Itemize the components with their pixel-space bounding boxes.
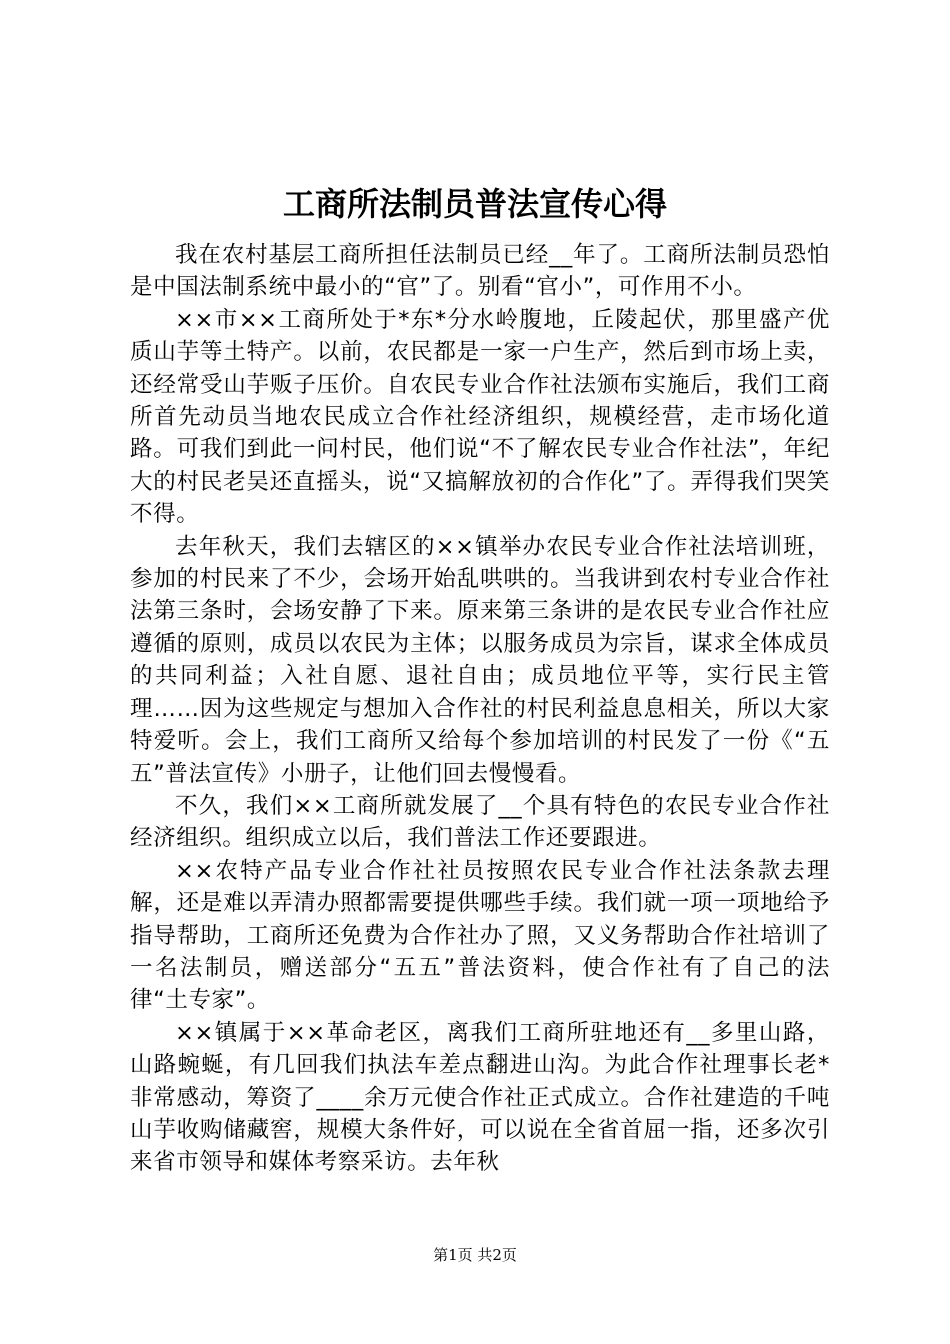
paragraph: 去年秋天，我们去辖区的××镇举办农民专业合作社法培训班，参加的村民来了不少，会场开始乱哄哄的。当我讲到农村专业合作社法第三条时，会场安静了下来。原来第三条讲的是农民专业合作社应遵循的原则，成员以农民为主体；以服务成员为宗旨，谋求全体成员的共同利益；入社自愿、退社自由；成员地位平等，实行民主管理……因为这些规定与想加入合作社的村民利益息息相关，所以大家特爱听。会上，我们工商所又给每个参加培训的村民发了一份《“五五”普法宣传》小册子，让他们回去慢慢看。 [130, 533, 830, 787]
document-title: 工商所法制员普法宣传心得 [282, 185, 667, 223]
paragraph: ××镇属于××革命老区，离我们工商所驻地还有__多里山路，山路蜿蜒，有几回我们执法车差点翻进山沟。为此合作社理事长老*非常感动，筹资了____余万元使合作社正式成立。合作社建造的千吨山芋收购储藏窖，规模大条件好，可以说在全省首屈一指，还多次引来省市领导和媒体考察采访。去年秋 [130, 1019, 830, 1176]
document-body [130, 239, 830, 1179]
paragraph: 我在农村基层工商所担任法制员已经__年了。工商所法制员恐怕是中国法制系统中最小的“官”了。别看“官小”，可作用不小。 [130, 242, 830, 301]
paragraph: 不久，我们××工商所就发展了__个具有特色的农民专业合作社经济组织。组织成立以后，我们普法工作还要跟进。 [130, 792, 830, 852]
paragraph: ××市××工商所处于*东*分水岭腹地，丘陵起伏，那里盛产优质山芋等土特产。以前，农民都是一家一户生产，然后到市场上卖，还经常受山芋贩子压价。自农民专业合作社法颁布实施后，我们工商所首先动员当地农民成立合作社经济组织，规模经营，走市场化道路。可我们到此一问村民，他们说“不了解农民专业合作社法”，年纪大的村民老吴还直摇头，说“又搞解放初的合作化”了。弄得我们哭笑不得。 [130, 306, 830, 528]
paragraph: ××农特产品专业合作社社员按照农民专业合作社法条款去理解，还是难以弄清办照都需要提供哪些手续。我们就一项一项地给予指导帮助，工商所还免费为合作社办了照，又义务帮助合作社培训了一名法制员，赠送部分“五五”普法资料，使合作社有了自己的法律“土专家”。 [130, 857, 830, 1014]
page-number-footer: 第1页 共2页 [433, 1246, 517, 1264]
